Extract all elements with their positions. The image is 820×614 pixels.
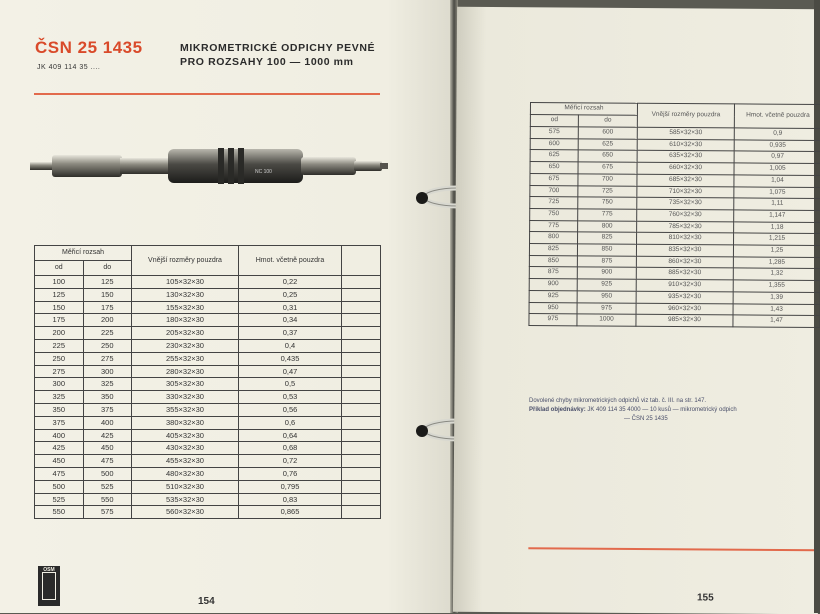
cell-dims: 835×32×30: [636, 244, 733, 256]
cell-dims: 910×32×30: [636, 279, 733, 291]
cell-to: 175: [83, 301, 132, 314]
header-to: do: [83, 261, 132, 276]
cell-from: 825: [529, 244, 577, 256]
header-dims: Vnější rozměry pouzdra: [132, 246, 239, 276]
cell-from: 375: [35, 416, 84, 429]
footnote: [529, 397, 737, 424]
cell-dims: 610×32×30: [637, 139, 734, 151]
cell-to: 975: [577, 302, 636, 314]
cell-weight: 0,31: [239, 301, 342, 314]
cell-empty: [342, 365, 381, 378]
cell-from: 850: [529, 255, 577, 267]
table-row: [529, 314, 820, 328]
cell-dims: 985×32×30: [636, 314, 733, 326]
header-range: Měřicí rozsah: [35, 246, 132, 261]
cell-to: 200: [83, 314, 132, 327]
cell-weight: 0,935: [734, 140, 820, 152]
cell-empty: [342, 429, 381, 442]
cell-dims: 760×32×30: [637, 209, 734, 221]
note-order-label: Příklad objednávky:: [529, 407, 586, 413]
page-number-right: 155: [696, 592, 714, 604]
cell-empty: [342, 352, 381, 365]
left-table-body: [35, 276, 381, 519]
header-rule: [34, 93, 380, 95]
header-weight: Hmot. včetně pouzdra: [734, 104, 820, 129]
cell-weight: 0,72: [239, 455, 342, 468]
cell-to: 1000: [577, 314, 636, 326]
cell-to: 350: [83, 391, 132, 404]
cell-dims: 635×32×30: [637, 151, 734, 163]
tool-collar: [120, 158, 170, 174]
cell-from: 575: [530, 127, 578, 139]
cell-from: 475: [35, 467, 84, 480]
cell-dims: 380×32×30: [132, 416, 239, 429]
cell-weight: 1,005: [734, 163, 820, 175]
cell-from: 950: [529, 302, 577, 314]
table-row: [35, 506, 381, 519]
cell-weight: 1,11: [734, 198, 820, 210]
cell-dims: 455×32×30: [132, 455, 239, 468]
cell-from: 200: [35, 327, 84, 340]
cell-dims: 785×32×30: [637, 221, 734, 233]
logo-frame: [42, 572, 56, 600]
footer-rule-right: [528, 547, 818, 551]
table-row: [35, 288, 381, 301]
right-table-body: [529, 127, 820, 328]
cell-from: 975: [529, 314, 577, 326]
cell-to: 700: [578, 174, 637, 186]
cell-weight: 1,43: [733, 303, 820, 315]
cell-weight: 0,64: [239, 429, 342, 442]
cell-weight: 1,215: [734, 233, 820, 245]
cell-empty: [342, 455, 381, 468]
cell-weight: 0,68: [239, 442, 342, 455]
cell-to: 875: [577, 256, 636, 268]
table-row: [35, 365, 381, 378]
cell-from: 325: [35, 391, 84, 404]
cell-from: 150: [35, 301, 84, 314]
title-line-2: PRO ROZSAHY 100 — 1000 mm: [180, 56, 354, 68]
cell-to: 600: [578, 127, 637, 139]
cell-dims: 685×32×30: [637, 174, 734, 186]
cell-weight: 0,56: [239, 403, 342, 416]
publisher-logo: [38, 566, 60, 606]
cell-from: 175: [35, 314, 84, 327]
header-weight: Hmot. včetně pouzdra: [239, 246, 342, 276]
cell-dims: 560×32×30: [132, 506, 239, 519]
cell-from: 750: [530, 208, 578, 220]
tool-right-tip: [354, 161, 382, 171]
header-empty: [342, 246, 381, 276]
cell-from: 775: [530, 220, 578, 232]
left-range-table: [34, 245, 381, 519]
tool-body: [168, 149, 303, 183]
cell-dims: 660×32×30: [637, 162, 734, 174]
table-row: [35, 416, 381, 429]
cell-weight: 0,53: [239, 391, 342, 404]
cell-to: 475: [83, 455, 132, 468]
cell-weight: 1,39: [733, 292, 820, 304]
cell-dims: 480×32×30: [132, 467, 239, 480]
cell-weight: 0,47: [239, 365, 342, 378]
cell-from: 250: [35, 352, 84, 365]
cell-dims: 935×32×30: [636, 291, 733, 303]
table-row: [35, 301, 381, 314]
cell-to: 500: [83, 467, 132, 480]
cell-from: 925: [529, 290, 577, 302]
cell-weight: 0,795: [239, 480, 342, 493]
cell-dims: 180×32×30: [132, 314, 239, 327]
page-number-left: 154: [198, 596, 215, 607]
cell-from: 675: [530, 173, 578, 185]
cell-to: 775: [578, 209, 637, 221]
cell-to: 400: [83, 416, 132, 429]
table-row: [35, 442, 381, 455]
tool-ring-1: [218, 148, 224, 184]
note-line-1: Dovolené chyby mikrometrických odpichů viz tab. č. III. na str. 147.: [529, 398, 707, 404]
cell-empty: [342, 416, 381, 429]
cell-from: 125: [35, 288, 84, 301]
cell-from: 875: [529, 267, 577, 279]
cell-empty: [342, 327, 381, 340]
cell-weight: 0,9: [734, 128, 820, 140]
table-row: [35, 314, 381, 327]
cell-weight: 0,37: [239, 327, 342, 340]
cell-to: 325: [83, 378, 132, 391]
title-line-1: MIKROMETRICKÉ ODPICHY PEVNÉ: [180, 42, 376, 54]
cell-dims: 405×32×30: [132, 429, 239, 442]
tool-marking: NC 100: [255, 169, 272, 175]
header-range: Měřicí rozsah: [530, 103, 637, 116]
note-order-text: JK 409 114 35 4000 — 10 kusů — mikrometrický odpich: [587, 407, 737, 413]
cell-empty: [342, 403, 381, 416]
cell-from: 650: [530, 162, 578, 174]
table-row: [35, 391, 381, 404]
cell-to: 550: [83, 493, 132, 506]
cell-to: 625: [578, 139, 637, 151]
note-line-2: [529, 406, 737, 415]
cell-empty: [342, 276, 381, 289]
cell-from: 450: [35, 455, 84, 468]
table-row: [35, 352, 381, 365]
cell-to: 900: [577, 267, 636, 279]
cell-weight: 0,5: [239, 378, 342, 391]
table-row: [35, 276, 381, 289]
tool-left-tip: [30, 162, 54, 170]
cell-empty: [342, 301, 381, 314]
cell-dims: 205×32×30: [132, 327, 239, 340]
table-row: [35, 429, 381, 442]
cell-to: 225: [83, 327, 132, 340]
cell-weight: 1,285: [733, 257, 820, 269]
cell-weight: 1,04: [734, 175, 820, 187]
cell-from: 900: [529, 279, 577, 291]
cell-to: 925: [577, 279, 636, 291]
cell-dims: 960×32×30: [636, 303, 733, 315]
cell-dims: 305×32×30: [132, 378, 239, 391]
cell-dims: 130×32×30: [132, 288, 239, 301]
table-row: [35, 327, 381, 340]
cell-from: 800: [530, 232, 578, 244]
cell-to: 575: [83, 506, 132, 519]
cell-weight: 0,34: [239, 314, 342, 327]
cell-weight: 0,97: [734, 151, 820, 163]
cell-empty: [342, 391, 381, 404]
cell-empty: [342, 442, 381, 455]
cell-dims: 355×32×30: [132, 403, 239, 416]
tool-end: [380, 163, 388, 169]
cell-from: 500: [35, 480, 84, 493]
jk-code: JK 409 114 35 ....: [37, 64, 101, 71]
cell-dims: 710×32×30: [637, 186, 734, 198]
header-to: do: [578, 115, 637, 127]
cell-from: 400: [35, 429, 84, 442]
cell-empty: [342, 378, 381, 391]
cell-weight: 1,47: [733, 315, 820, 327]
cell-weight: 1,18: [734, 222, 820, 234]
cell-from: 425: [35, 442, 84, 455]
tool-ring-3: [238, 148, 244, 184]
logo-text: OSM: [43, 567, 55, 573]
cell-weight: 0,25: [239, 288, 342, 301]
cell-from: 300: [35, 378, 84, 391]
cell-from: 725: [530, 197, 578, 209]
cell-to: 825: [578, 232, 637, 244]
cell-dims: 255×32×30: [132, 352, 239, 365]
cell-dims: 735×32×30: [637, 197, 734, 209]
header-dims: Vnější rozměry pouzdra: [637, 103, 734, 128]
cell-from: 550: [35, 506, 84, 519]
table-row: [35, 493, 381, 506]
cell-to: 300: [83, 365, 132, 378]
cell-weight: 1,25: [733, 245, 820, 257]
header-from: od: [530, 115, 578, 127]
cell-from: 100: [35, 276, 84, 289]
cell-empty: [342, 480, 381, 493]
cell-to: 250: [83, 339, 132, 352]
cell-empty: [342, 493, 381, 506]
cell-empty: [342, 314, 381, 327]
standard-code: ČSN 25 1435: [35, 38, 143, 57]
cell-dims: 280×32×30: [132, 365, 239, 378]
cell-weight: 0,4: [239, 339, 342, 352]
cell-dims: 230×32×30: [132, 339, 239, 352]
cell-from: 700: [530, 185, 578, 197]
table-row: [35, 455, 381, 468]
table-row: [35, 467, 381, 480]
header-from: od: [35, 261, 84, 276]
table-row: [35, 480, 381, 493]
cell-dims: 810×32×30: [637, 233, 734, 245]
cell-dims: 105×32×30: [132, 276, 239, 289]
cell-dims: 430×32×30: [132, 442, 239, 455]
cell-dims: 535×32×30: [132, 493, 239, 506]
cell-to: 525: [83, 480, 132, 493]
micrometer-gauge-illustration: [30, 143, 390, 191]
cell-empty: [342, 506, 381, 519]
cell-to: 150: [83, 288, 132, 301]
cell-to: 125: [83, 276, 132, 289]
cell-weight: 1,075: [734, 186, 820, 198]
page-title: [180, 41, 375, 69]
cell-to: 750: [578, 197, 637, 209]
table-row: [35, 339, 381, 352]
cell-weight: 0,83: [239, 493, 342, 506]
cell-from: 350: [35, 403, 84, 416]
cell-weight: 0,22: [239, 276, 342, 289]
cell-dims: 860×32×30: [636, 256, 733, 268]
cell-to: 650: [578, 150, 637, 162]
cell-weight: 0,76: [239, 467, 342, 480]
cell-dims: 155×32×30: [132, 301, 239, 314]
cell-to: 425: [83, 429, 132, 442]
cell-empty: [342, 467, 381, 480]
table-row: [35, 403, 381, 416]
cell-from: 600: [530, 138, 578, 150]
cell-weight: 0,6: [239, 416, 342, 429]
cell-to: 375: [83, 403, 132, 416]
table-row: [35, 378, 381, 391]
cell-dims: 585×32×30: [637, 127, 734, 139]
tool-right-shaft: [301, 157, 356, 175]
right-range-table: [528, 102, 820, 328]
cell-from: 275: [35, 365, 84, 378]
tool-left-shaft: [52, 155, 122, 177]
cell-dims: 330×32×30: [132, 391, 239, 404]
cell-from: 625: [530, 150, 578, 162]
tool-ring-2: [228, 148, 234, 184]
cell-dims: 510×32×30: [132, 480, 239, 493]
cell-weight: 1,147: [734, 210, 820, 222]
cell-to: 725: [578, 185, 637, 197]
cell-to: 800: [578, 220, 637, 232]
cell-to: 450: [83, 442, 132, 455]
cell-from: 525: [35, 493, 84, 506]
cell-weight: 1,32: [733, 268, 820, 280]
cell-empty: [342, 288, 381, 301]
cell-to: 950: [577, 291, 636, 303]
cell-weight: 0,435: [239, 352, 342, 365]
cell-to: 675: [578, 162, 637, 174]
cell-to: 850: [577, 244, 636, 256]
cell-to: 275: [83, 352, 132, 365]
cell-dims: 885×32×30: [636, 268, 733, 280]
cell-from: 225: [35, 339, 84, 352]
cell-empty: [342, 339, 381, 352]
note-line-3: — ČSN 25 1435: [624, 416, 668, 422]
cell-weight: 0,865: [239, 506, 342, 519]
cell-weight: 1,355: [733, 280, 820, 292]
